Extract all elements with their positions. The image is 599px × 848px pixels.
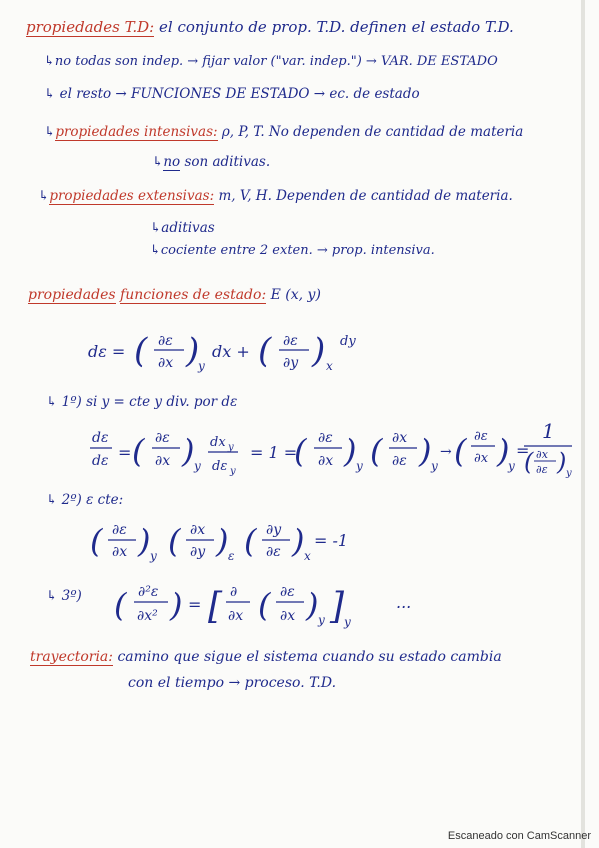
svg-text:∂²ε: ∂²ε [138,584,159,600]
svg-text:∂ε: ∂ε [536,463,548,476]
svg-text:1: 1 [542,419,555,443]
svg-text:dy: dy [340,334,356,349]
heading-funciones-de-estado: funciones de estado: [120,287,267,303]
svg-text:y: y [150,549,157,563]
line-5-arrow: ↳ [152,154,164,170]
svg-text:∂x: ∂x [280,608,296,624]
svg-text:y: y [230,466,236,477]
svg-text:∂x: ∂x [190,522,206,538]
heading-propiedades-td: propiedades T.D: [26,18,155,36]
svg-text:(: ( [244,522,257,560]
svg-text:y: y [194,459,201,473]
svg-text:y: y [356,459,363,473]
svg-text:∂x: ∂x [318,453,334,469]
svg-text:∂y: ∂y [266,522,282,538]
svg-text:x: x [326,359,333,373]
svg-text:(: ( [258,586,271,624]
svg-text:[: [ [208,586,223,627]
svg-text:): ) [182,432,195,470]
svg-text:∂x: ∂x [228,608,244,624]
svg-text:y: y [318,613,325,627]
svg-text:(: ( [132,432,145,470]
case-1-label: ↳ 1º) si y = cte y div. por dε [46,394,238,410]
equation-3 [90,522,348,563]
svg-text:∂ε: ∂ε [155,430,170,446]
svg-text:∂x²: ∂x² [137,608,158,624]
line-8: ↳cociente entre 2 exten. → prop. intensiva. [150,243,435,258]
line-6-text: m, V, H. Dependen de cantidad de materia. [218,188,513,204]
equation-1 [88,331,356,373]
scanner-watermark: Escaneado con CamScanner [447,830,591,842]
svg-text:∂x: ∂x [474,451,489,466]
svg-text:(: ( [294,432,307,470]
svg-text:(: ( [370,432,383,470]
line-2: ↳no todas son indep. → fijar valor ("var. indep.") → VAR. DE ESTADO [44,54,498,69]
svg-text:y: y [344,615,351,629]
svg-text:y: y [228,442,234,453]
svg-text:...: ... [396,593,412,612]
svg-text:∂ε: ∂ε [318,430,333,446]
line-7: ↳aditivas [150,220,215,236]
svg-text:∂ε: ∂ε [158,333,173,349]
trajectory-line-1 [30,650,502,664]
equation-2 [90,419,572,479]
svg-text:(: ( [114,586,127,624]
svg-text:y: y [508,459,515,473]
line-5-text: son aditivas. [184,154,271,170]
line-4-text: ρ, P, T. No dependen de cantidad de materia [221,124,524,140]
svg-text:= 1 =: = 1 = [250,443,298,462]
svg-text:(: ( [168,522,181,560]
svg-text:∂ε: ∂ε [112,522,127,538]
svg-text:∂ε: ∂ε [280,584,295,600]
svg-text:y: y [431,459,438,473]
svg-text:∂: ∂ [230,584,238,600]
svg-text:=: = [516,441,530,460]
svg-text:(: ( [524,448,534,476]
svg-text:∂ε: ∂ε [283,333,298,349]
svg-text:ε: ε [228,549,235,563]
line-3: ↳ el resto → FUNCIONES DE ESTADO → ec. de estado [44,86,420,102]
case-3-label: ↳ 3º) [46,588,82,604]
svg-text:dε =: dε = [88,342,126,361]
svg-text:(: ( [258,331,272,371]
svg-text:= -1: = -1 [314,531,349,550]
svg-text:y: y [566,468,572,479]
heading-propiedades-extensivas: propiedades extensivas: [49,188,215,204]
svg-text:=: = [118,443,132,462]
case-2-label: ↳ 2º) ε cte: [46,492,124,508]
svg-text:): ) [497,432,510,470]
svg-text:): ) [419,432,432,470]
svg-text:]: ] [330,586,345,627]
svg-text:∂ε: ∂ε [392,453,407,469]
svg-text:∂ε: ∂ε [474,429,488,444]
svg-text:): ) [557,448,567,476]
svg-text:∂x: ∂x [158,355,174,371]
svg-text:): ) [170,586,183,624]
svg-text:y: y [198,359,205,373]
svg-text:): ) [292,522,305,560]
svg-text:∂x: ∂x [112,544,128,560]
heading-propiedades: propiedades [28,287,116,303]
svg-text:=: = [188,595,202,614]
line-5-no: no [163,154,181,170]
line-9-text: E (x, y) [270,287,321,303]
svg-text:∂y: ∂y [190,544,206,560]
svg-text:(: ( [134,331,148,371]
svg-text:): ) [306,586,319,624]
svg-text:∂x: ∂x [155,453,171,469]
line-6-arrow: ↳ [38,188,50,204]
trajectory-line-2: con el tiempo → proceso. T.D. [128,675,337,691]
svg-text:): ) [216,522,229,560]
svg-text:): ) [312,331,326,371]
svg-text:): ) [344,432,357,470]
svg-text:dε: dε [92,453,109,469]
equation-4 [114,584,411,629]
svg-text:∂ε: ∂ε [266,544,281,560]
line-1-text: el conjunto de prop. T.D. definen el estado T.D. [159,18,514,36]
svg-text:(: ( [454,432,467,470]
svg-text:∂x: ∂x [392,430,408,446]
svg-text:dx: dx [210,435,226,450]
svg-text:): ) [186,331,200,371]
svg-text:dx +: dx + [212,342,250,361]
svg-text:dε: dε [92,430,109,446]
svg-text:∂x: ∂x [536,448,548,461]
heading-propiedades-intensivas: propiedades intensivas: [55,124,218,140]
svg-text:→: → [440,444,452,460]
svg-text:(: ( [90,522,103,560]
svg-text:x: x [304,549,311,563]
svg-text:dε: dε [212,459,228,474]
heading-trayectoria: trayectoria: [30,649,113,665]
svg-text:∂y: ∂y [283,355,299,371]
svg-text:): ) [138,522,151,560]
line-4-arrow: ↳ [44,124,56,140]
trajectory-text-1: camino que sigue el sistema cuando su estado cambia [117,649,502,665]
